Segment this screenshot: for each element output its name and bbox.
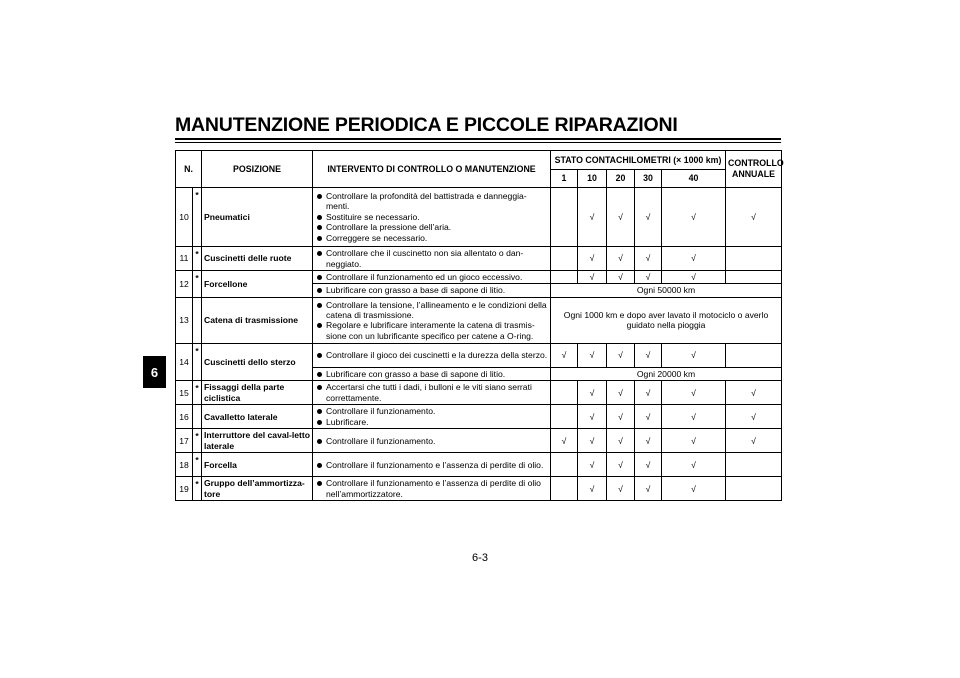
check-mark: √ xyxy=(578,188,607,247)
col-header-annual: CONTROLLO ANNUALE xyxy=(726,151,782,188)
check-mark: √ xyxy=(662,343,726,367)
check-mark: √ xyxy=(607,271,635,284)
list-item: Controllare la profondità del battistrada e danneggia-menti. xyxy=(315,191,548,212)
check-mark: √ xyxy=(635,477,662,501)
check-mark: √ xyxy=(607,405,635,429)
odometer-20: 20 xyxy=(607,170,635,188)
check-mark: √ xyxy=(662,381,726,405)
check-mark: √ xyxy=(726,405,782,429)
check-mark: √ xyxy=(635,247,662,271)
check-mark: √ xyxy=(635,429,662,453)
table-row: 10 * Pneumatici Controllare la profondità del battistrada e danneggia-menti. Sostituire se necessario. Controllare la pressione dell’aria. Correggere se necessario. √ √ √ √ √ xyxy=(176,188,782,247)
title-underline xyxy=(175,138,781,140)
interval-note: Ogni 50000 km xyxy=(551,284,782,297)
check-mark: √ xyxy=(551,429,578,453)
check-mark: √ xyxy=(726,381,782,405)
table-row: 14 * Cuscinetti dello sterzo Controllare il gioco dei cuscinetti e la durezza della sterzo. √ √ √ √ √ xyxy=(176,343,782,367)
list-item: Lubrificare con grasso a base di sapone di litio. xyxy=(315,285,548,295)
list-item: Sostituire se necessario. xyxy=(315,212,548,222)
page-number: 6-3 xyxy=(472,552,488,564)
table-row: 12 * Forcellone Controllare il funzionamento ed un gioco eccessivo. √ √ √ √ xyxy=(176,271,782,284)
check-mark: √ xyxy=(607,381,635,405)
list-item: Regolare e lubrificare interamente la catena di trasmis-sione con un lubrificante specifico per catene a O-ring. xyxy=(315,320,548,341)
table-row: 19 * Gruppo dell’ammortizza-tore Controllare il funzionamento e l’assenza di perdite di olio nell’ammortizzatore. √ √ √ √ xyxy=(176,477,782,501)
check-mark: √ xyxy=(607,247,635,271)
check-mark: √ xyxy=(635,453,662,477)
list-item: Controllare il gioco dei cuscinetti e la durezza della sterzo. xyxy=(315,350,548,360)
list-item: Controllare la tensione, l’allineamento e le condizioni della catena di trasmissione. xyxy=(315,300,548,321)
list-item: Controllare il funzionamento e l’assenza di perdite di olio nell’ammortizzatore. xyxy=(315,478,548,499)
page-title: MANUTENZIONE PERIODICA E PICCOLE RIPARAZIONI xyxy=(175,114,678,136)
table-row: 11 * Cuscinetti delle ruote Controllare che il cuscinetto non sia allentato o dan-neggiato. √ √ √ √ xyxy=(176,247,782,271)
col-header-position: POSIZIONE xyxy=(202,151,313,188)
odometer-30: 30 xyxy=(635,170,662,188)
table-row: 13 Catena di trasmissione Controllare la tensione, l’allineamento e le condizioni della catena di trasmissione. Regolare e lubrificare interamente la catena di trasmis-sione con un lubrificante specifico per catene a O-ring. Ogni 1000 km e dopo aver lavato il motociclo o averlo guidato nella pioggia xyxy=(176,297,782,343)
check-mark: √ xyxy=(578,343,607,367)
list-item: Lubrificare con grasso a base di sapone di litio. xyxy=(315,369,548,379)
check-mark: √ xyxy=(726,188,782,247)
check-mark: √ xyxy=(578,477,607,501)
table-row: 18 * Forcella Controllare il funzionamento e l’assenza di perdite di olio. √ √ √ √ xyxy=(176,453,782,477)
table-row: 16 Cavalletto laterale Controllare il funzionamento. Lubrificare. √ √ √ √ √ xyxy=(176,405,782,429)
check-mark: √ xyxy=(662,477,726,501)
list-item: Correggere se necessario. xyxy=(315,233,548,243)
check-mark: √ xyxy=(607,188,635,247)
check-mark: √ xyxy=(662,453,726,477)
check-mark: √ xyxy=(578,453,607,477)
check-mark: √ xyxy=(635,405,662,429)
check-mark: √ xyxy=(578,381,607,405)
chapter-tab: 6 xyxy=(143,356,166,388)
list-item: Controllare il funzionamento. xyxy=(315,406,548,416)
check-mark: √ xyxy=(635,188,662,247)
list-item: Accertarsi che tutti i dadi, i bulloni e le viti siano serrati correttamente. xyxy=(315,382,548,403)
check-mark: √ xyxy=(662,247,726,271)
header-row xyxy=(176,151,782,170)
check-mark: √ xyxy=(607,343,635,367)
check-mark: √ xyxy=(578,429,607,453)
list-item: Controllare che il cuscinetto non sia allentato o dan-neggiato. xyxy=(315,248,548,269)
list-item: Controllare il funzionamento ed un gioco eccessivo. xyxy=(315,272,548,282)
check-mark: √ xyxy=(635,343,662,367)
check-mark: √ xyxy=(662,271,726,284)
col-header-intervention: INTERVENTO DI CONTROLLO O MANUTENZIONE xyxy=(313,151,551,188)
check-mark: √ xyxy=(578,247,607,271)
col-header-odometer: STATO CONTACHILOMETRI (× 1000 km) xyxy=(551,151,726,170)
list-item: Controllare il funzionamento. xyxy=(315,436,548,446)
maintenance-table xyxy=(175,150,782,501)
check-mark: √ xyxy=(726,429,782,453)
odometer-40: 40 xyxy=(662,170,726,188)
check-mark: √ xyxy=(662,429,726,453)
odometer-10: 10 xyxy=(578,170,607,188)
check-mark: √ xyxy=(551,343,578,367)
interval-note: Ogni 20000 km xyxy=(551,367,782,380)
check-mark: √ xyxy=(607,477,635,501)
check-mark: √ xyxy=(607,453,635,477)
table-row: 17 * Interruttore del caval-letto laterale Controllare il funzionamento. √ √ √ √ √ √ xyxy=(176,429,782,453)
list-item: Lubrificare. xyxy=(315,417,548,427)
check-mark: √ xyxy=(662,405,726,429)
check-mark: √ xyxy=(635,381,662,405)
list-item: Controllare la pressione dell’aria. xyxy=(315,222,548,232)
check-mark: √ xyxy=(578,271,607,284)
odometer-1: 1 xyxy=(551,170,578,188)
check-mark: √ xyxy=(635,271,662,284)
col-header-n: N. xyxy=(176,151,202,188)
table-row: 15 * Fissaggi della parte ciclistica Accertarsi che tutti i dadi, i bulloni e le viti siano serrati correttamente. √ √ √ √ √ xyxy=(176,381,782,405)
list-item: Controllare il funzionamento e l’assenza di perdite di olio. xyxy=(315,460,548,470)
check-mark: √ xyxy=(578,405,607,429)
check-mark: √ xyxy=(662,188,726,247)
check-mark: √ xyxy=(607,429,635,453)
interval-note: Ogni 1000 km e dopo aver lavato il motociclo o averlo guidato nella pioggia xyxy=(551,297,782,343)
title-underline-thin xyxy=(175,142,781,143)
